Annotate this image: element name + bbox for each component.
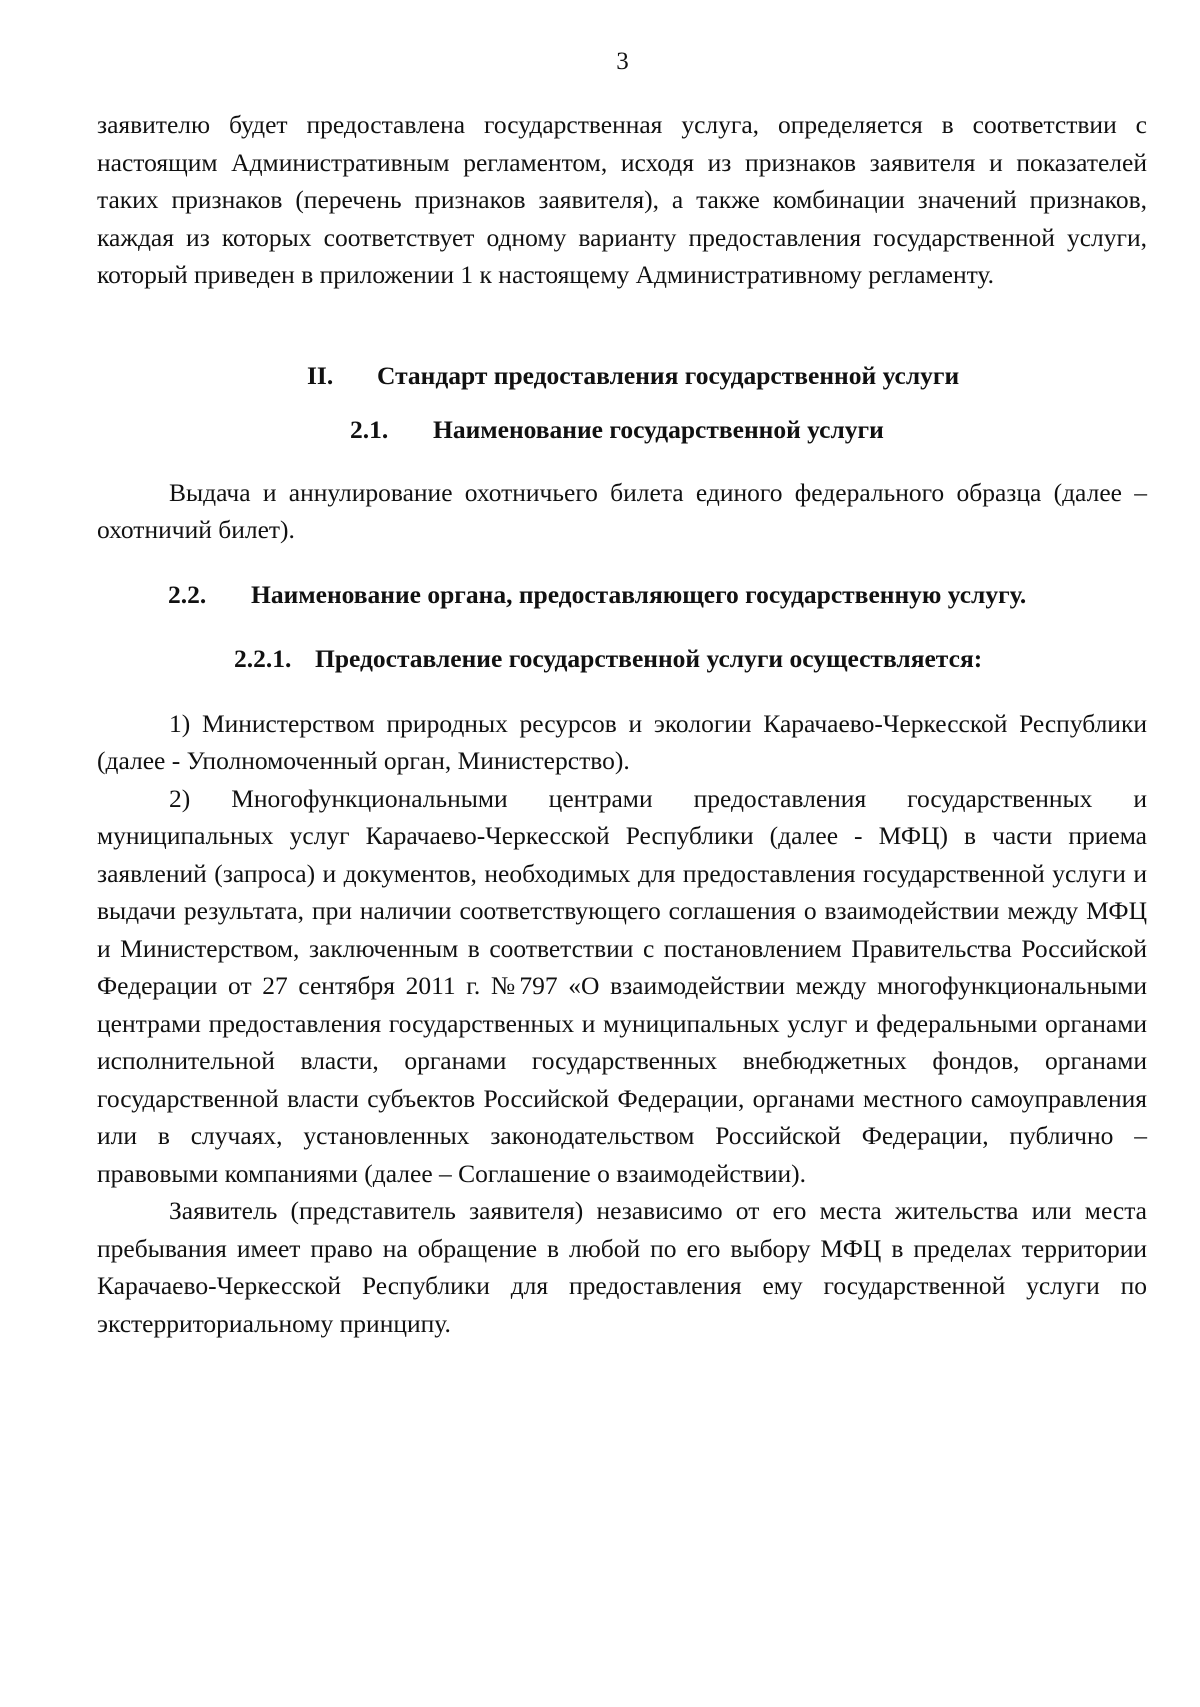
section-number: II.	[307, 360, 334, 390]
list-item-ministry: 1) Министерством природных ресурсов и экологии Карачаево-Черкесской Республики (далее - Уполномоченный орган, Министерство).	[97, 708, 1147, 775]
page-number: 3	[616, 48, 629, 75]
subsection-number-2-2-1: 2.2.1.	[234, 644, 292, 673]
intro-paragraph: заявителю будет предоставлена государственная услуга, определяется в соответствии с настоящим Административным регламентом, исходя из признаков заявителя и показателей таких признаков (перечень признаков заявителя), а также комбинации значений признаков, каждая из которых соответствует одному варианту предоставления государственной услуги, который приведен в приложении 1 к настоящему Административному регламенту.	[97, 110, 1147, 289]
section-title: Стандарт предоставления государственной услуги	[377, 360, 960, 390]
subsection-title-2-2-1: Предоставление государственной услуги осуществляется:	[315, 644, 983, 673]
service-name-paragraph: Выдача и аннулирование охотничьего билета единого федерального образца (далее – охотничий билет).	[97, 477, 1147, 544]
subsection-title-2-1: Наименование государственной услуги	[433, 415, 884, 444]
section-heading	[97, 357, 1147, 395]
list-item-mfc: 2) Многофункциональными центрами предоставления государственных и муниципальных услуг Карачаево-Черкесской Республики (далее - МФЦ) в части приема заявлений (запроса) и документов, необходимых для предоставления государственной услуги и выдачи результата, при наличии соответствующего соглашения о взаимодействии между МФЦ и Министерством, заключенным в соответствии с постановлением Правительства Российской Федерации от 27 сентября 2011 г. №797 «О взаимодействии между многофункциональными центрами предоставления государственных и муниципальных услуг и федеральными органами исполнительной власти, органами государственных внебюджетных фондов, органами государственной власти субъектов Российской Федерации, органами местного самоуправления или в случаях, установленных законодательством Российской Федерации, публично – правовыми компаниями (далее – Соглашение о взаимодействии).	[97, 783, 1147, 1188]
subsection-title-2-2: Наименование органа, предоставляющего государственную услугу.	[251, 579, 1027, 609]
applicant-paragraph: Заявитель (представитель заявителя) независимо от его места жительства или места пребывания имеет право на обращение в любой по его выбору МФЦ в пределах территории Карачаево-Черкесской Республики для предоставления ему государственной услуги по экстерриториальному принципу.	[97, 1196, 1147, 1338]
subsection-heading-2-2-1	[97, 640, 1147, 678]
subsection-number-2-1: 2.1.	[350, 415, 389, 444]
subsection-heading-2-1	[97, 411, 1147, 449]
subsection-number-2-2: 2.2.	[168, 579, 207, 609]
document-body	[97, 106, 1147, 1342]
subsection-heading-2-2	[97, 576, 1147, 614]
